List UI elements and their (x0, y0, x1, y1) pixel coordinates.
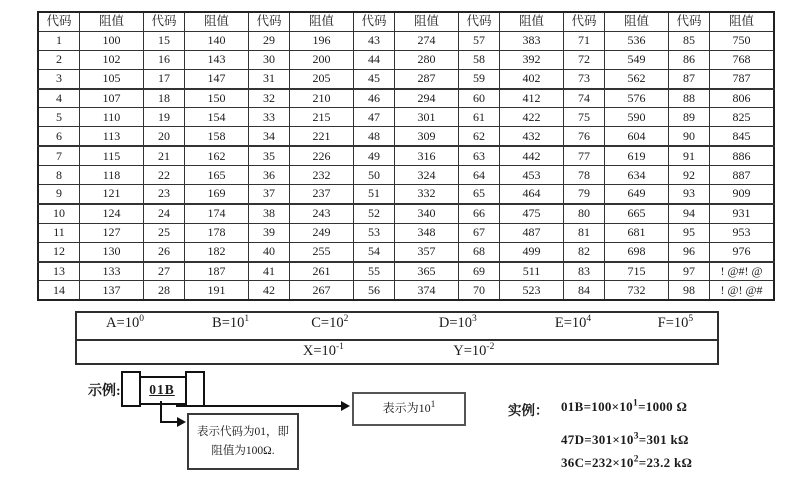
column-header-code: 代码 (144, 12, 185, 31)
code-cell: 9 (38, 185, 80, 204)
value-cell: 715 (605, 262, 669, 281)
value-cell: 634 (605, 166, 669, 185)
code-cell: 13 (38, 262, 80, 281)
code-cell: 50 (354, 166, 395, 185)
code-cell: 96 (669, 242, 710, 261)
legend-item-f: $F=10^5$ (657, 314, 694, 331)
value-cell: 150 (185, 89, 249, 108)
value-cell: ! @! @# (710, 281, 775, 300)
value-cell: 487 (500, 223, 564, 242)
resistor-right-cap (185, 371, 205, 407)
code-cell: 37 (249, 185, 290, 204)
code-cell: 94 (669, 204, 710, 223)
code-cell: 92 (669, 166, 710, 185)
code-cell: 93 (669, 185, 710, 204)
instances-label: 实例： (508, 403, 549, 418)
value-cell: 267 (290, 281, 354, 300)
code-cell: 4 (38, 89, 80, 108)
code-cell: 36 (249, 166, 290, 185)
value-cell: 165 (185, 166, 249, 185)
code-cell: 8 (38, 166, 80, 185)
code-cell: 48 (354, 127, 395, 146)
legend-item-x: $X=10^{-1}$ (302, 342, 344, 359)
value-cell: 536 (605, 31, 669, 50)
value-cell: 976 (710, 242, 775, 261)
value-cell: 681 (605, 223, 669, 242)
value-cell: 196 (290, 31, 354, 50)
code-cell: 53 (354, 223, 395, 242)
value-cell: 340 (395, 204, 459, 223)
value-cell: 499 (500, 242, 564, 261)
code-cell: 40 (249, 242, 290, 261)
value-cell: 287 (395, 69, 459, 88)
multiplier-note-box: 表示为$10^1$ (352, 392, 466, 426)
code-cell: 17 (144, 69, 185, 88)
code-cell: 18 (144, 89, 185, 108)
code-cell: 51 (354, 185, 395, 204)
value-cell: 133 (80, 262, 144, 281)
code-cell: 24 (144, 204, 185, 223)
legend-row-positive (77, 313, 717, 341)
code-cell: 34 (249, 127, 290, 146)
value-cell: 147 (185, 69, 249, 88)
code-cell: 98 (669, 281, 710, 300)
value-cell: 464 (500, 185, 564, 204)
code-cell: 65 (459, 185, 500, 204)
value-cell: 412 (500, 89, 564, 108)
code-cell: 64 (459, 166, 500, 185)
legend-item-e: $E=10^4$ (554, 314, 592, 331)
code-cell: 7 (38, 146, 80, 165)
code-cell: 83 (564, 262, 605, 281)
code-cell: 49 (354, 146, 395, 165)
code-cell: 80 (564, 204, 605, 223)
value-cell: 249 (290, 223, 354, 242)
value-cell: 200 (290, 50, 354, 69)
column-header-code: 代码 (38, 12, 80, 31)
code-cell: 6 (38, 127, 80, 146)
value-cell: 383 (500, 31, 564, 50)
value-cell: 806 (710, 89, 775, 108)
code-connector-line (160, 401, 162, 423)
value-cell: 124 (80, 204, 144, 223)
code-cell: 16 (144, 50, 185, 69)
value-cell: 357 (395, 242, 459, 261)
value-cell: 886 (710, 146, 775, 165)
legend-item-y: $Y=10^{-2}$ (453, 342, 495, 359)
instance-line-2: $47D=301\times 10^3=301$ kΩ (561, 431, 689, 447)
code-cell: 31 (249, 69, 290, 88)
code-cell: 60 (459, 89, 500, 108)
value-cell: 232 (290, 166, 354, 185)
code-cell: 11 (38, 223, 80, 242)
value-cell: 750 (710, 31, 775, 50)
code-cell: 79 (564, 185, 605, 204)
code-cell: 57 (459, 31, 500, 50)
code-cell: 23 (144, 185, 185, 204)
code-cell: 28 (144, 281, 185, 300)
code-cell: 19 (144, 108, 185, 127)
column-header-value: 阻值 (80, 12, 144, 31)
code-table (37, 11, 775, 301)
value-cell: 365 (395, 262, 459, 281)
value-cell: 274 (395, 31, 459, 50)
value-cell: 215 (290, 108, 354, 127)
value-cell: 887 (710, 166, 775, 185)
code-cell: 85 (669, 31, 710, 50)
code-cell: 25 (144, 223, 185, 242)
code-cell: 52 (354, 204, 395, 223)
value-cell: 392 (500, 50, 564, 69)
code-cell: 78 (564, 166, 605, 185)
column-header-code: 代码 (459, 12, 500, 31)
code-cell: 33 (249, 108, 290, 127)
code-cell: 95 (669, 223, 710, 242)
value-cell: 698 (605, 242, 669, 261)
code-cell: 90 (669, 127, 710, 146)
code-cell: 35 (249, 146, 290, 165)
value-cell: ! @#! @ (710, 262, 775, 281)
value-cell: 316 (395, 146, 459, 165)
code-cell: 29 (249, 31, 290, 50)
value-cell: 105 (80, 69, 144, 88)
code-cell: 84 (564, 281, 605, 300)
value-cell: 162 (185, 146, 249, 165)
resistor-body (139, 376, 185, 405)
legend-item-a: $A=10^0$ (106, 314, 144, 331)
value-cell: 174 (185, 204, 249, 223)
value-cell: 576 (605, 89, 669, 108)
example-label: 示例: (88, 384, 121, 399)
code-cell: 41 (249, 262, 290, 281)
code-cell: 14 (38, 281, 80, 300)
value-cell: 154 (185, 108, 249, 127)
value-cell: 107 (80, 89, 144, 108)
code-cell: 76 (564, 127, 605, 146)
value-cell: 294 (395, 89, 459, 108)
value-cell: 732 (605, 281, 669, 300)
legend-row-negative (77, 341, 717, 363)
code-note-box (187, 413, 299, 470)
value-cell: 931 (710, 204, 775, 223)
value-cell: 523 (500, 281, 564, 300)
value-cell: 210 (290, 89, 354, 108)
value-cell: 113 (80, 127, 144, 146)
code-cell: 67 (459, 223, 500, 242)
value-cell: 169 (185, 185, 249, 204)
code-cell: 3 (38, 69, 80, 88)
value-cell: 619 (605, 146, 669, 165)
value-cell: 324 (395, 166, 459, 185)
value-cell: 205 (290, 69, 354, 88)
value-cell: 110 (80, 108, 144, 127)
code-cell: 1 (38, 31, 80, 50)
value-cell: 130 (80, 242, 144, 261)
code-cell: 63 (459, 146, 500, 165)
value-cell: 562 (605, 69, 669, 88)
value-cell: 255 (290, 242, 354, 261)
value-cell: 261 (290, 262, 354, 281)
value-cell: 143 (185, 50, 249, 69)
value-cell: 102 (80, 50, 144, 69)
value-cell: 374 (395, 281, 459, 300)
code-cell: 38 (249, 204, 290, 223)
legend-item-b: $B=10^1$ (212, 314, 250, 331)
value-cell: 953 (710, 223, 775, 242)
value-cell: 221 (290, 127, 354, 146)
value-cell: 442 (500, 146, 564, 165)
code-cell: 20 (144, 127, 185, 146)
code-cell: 26 (144, 242, 185, 261)
value-cell: 422 (500, 108, 564, 127)
value-cell: 243 (290, 204, 354, 223)
code-note-line2: 阻值为100Ω. (211, 444, 275, 457)
value-cell: 475 (500, 204, 564, 223)
code-cell: 97 (669, 262, 710, 281)
resistor-left-cap (121, 371, 141, 407)
code-cell: 77 (564, 146, 605, 165)
value-cell: 511 (500, 262, 564, 281)
code-cell: 82 (564, 242, 605, 261)
code-cell: 15 (144, 31, 185, 50)
value-cell: 118 (80, 166, 144, 185)
value-cell: 309 (395, 127, 459, 146)
code-cell: 73 (564, 69, 605, 88)
instance-line-1: $01B=100\times 10^1=1000$ Ω (561, 398, 688, 414)
column-header-code: 代码 (564, 12, 605, 31)
value-cell: 127 (80, 223, 144, 242)
value-cell: 549 (605, 50, 669, 69)
code-cell: 42 (249, 281, 290, 300)
column-header-value: 阻值 (500, 12, 564, 31)
value-cell: 115 (80, 146, 144, 165)
value-cell: 787 (710, 69, 775, 88)
code-cell: 70 (459, 281, 500, 300)
value-cell: 178 (185, 223, 249, 242)
value-cell: 590 (605, 108, 669, 127)
code-cell: 12 (38, 242, 80, 261)
value-cell: 100 (80, 31, 144, 50)
code-cell: 68 (459, 242, 500, 261)
instance-line-3: $36C=232\times 10^2=23.2$ kΩ (561, 454, 693, 470)
value-cell: 182 (185, 242, 249, 261)
value-cell: 825 (710, 108, 775, 127)
value-cell: 604 (605, 127, 669, 146)
code-cell: 22 (144, 166, 185, 185)
resistor-code-text: 01B (149, 382, 175, 397)
value-cell: 768 (710, 50, 775, 69)
column-header-value: 阻值 (290, 12, 354, 31)
code-cell: 86 (669, 50, 710, 69)
value-cell: 237 (290, 185, 354, 204)
code-cell: 59 (459, 69, 500, 88)
code-cell: 91 (669, 146, 710, 165)
value-cell: 402 (500, 69, 564, 88)
code-cell: 62 (459, 127, 500, 146)
multiplier-arrow-icon (341, 401, 350, 411)
multiplier-legend (75, 311, 719, 365)
value-cell: 909 (710, 185, 775, 204)
value-cell: 121 (80, 185, 144, 204)
code-cell: 21 (144, 146, 185, 165)
value-cell: 187 (185, 262, 249, 281)
code-cell: 58 (459, 50, 500, 69)
column-header-value: 阻值 (710, 12, 775, 31)
code-cell: 55 (354, 262, 395, 281)
code-cell: 27 (144, 262, 185, 281)
value-cell: 649 (605, 185, 669, 204)
code-cell: 30 (249, 50, 290, 69)
code-cell: 87 (669, 69, 710, 88)
code-cell: 72 (564, 50, 605, 69)
value-cell: 301 (395, 108, 459, 127)
code-cell: 81 (564, 223, 605, 242)
value-cell: 348 (395, 223, 459, 242)
code-cell: 5 (38, 108, 80, 127)
column-header-value: 阻值 (605, 12, 669, 31)
value-cell: 332 (395, 185, 459, 204)
code-connector-elbow (160, 421, 178, 423)
value-cell: 432 (500, 127, 564, 146)
code-cell: 45 (354, 69, 395, 88)
code-cell: 89 (669, 108, 710, 127)
value-cell: 226 (290, 146, 354, 165)
code-cell: 56 (354, 281, 395, 300)
value-cell: 137 (80, 281, 144, 300)
legend-item-d: $D=10^3$ (438, 314, 477, 331)
code-cell: 71 (564, 31, 605, 50)
value-cell: 140 (185, 31, 249, 50)
code-cell: 44 (354, 50, 395, 69)
column-header-code: 代码 (354, 12, 395, 31)
column-header-code: 代码 (249, 12, 290, 31)
code-cell: 54 (354, 242, 395, 261)
code-cell: 46 (354, 89, 395, 108)
value-cell: 158 (185, 127, 249, 146)
code-cell: 39 (249, 223, 290, 242)
code-cell: 75 (564, 108, 605, 127)
code-arrow-icon (177, 417, 186, 427)
column-header-value: 阻值 (185, 12, 249, 31)
value-cell: 280 (395, 50, 459, 69)
code-cell: 69 (459, 262, 500, 281)
value-cell: 453 (500, 166, 564, 185)
value-cell: 845 (710, 127, 775, 146)
legend-item-c: $C=10^2$ (311, 314, 349, 331)
code-note-line1: 表示代码为01，即 (197, 426, 289, 439)
code-cell: 88 (669, 89, 710, 108)
value-cell: 665 (605, 204, 669, 223)
code-cell: 43 (354, 31, 395, 50)
code-cell: 47 (354, 108, 395, 127)
column-header-code: 代码 (669, 12, 710, 31)
column-header-value: 阻值 (395, 12, 459, 31)
code-cell: 32 (249, 89, 290, 108)
code-cell: 61 (459, 108, 500, 127)
code-cell: 10 (38, 204, 80, 223)
code-cell: 2 (38, 50, 80, 69)
code-cell: 66 (459, 204, 500, 223)
value-cell: 191 (185, 281, 249, 300)
code-cell: 74 (564, 89, 605, 108)
